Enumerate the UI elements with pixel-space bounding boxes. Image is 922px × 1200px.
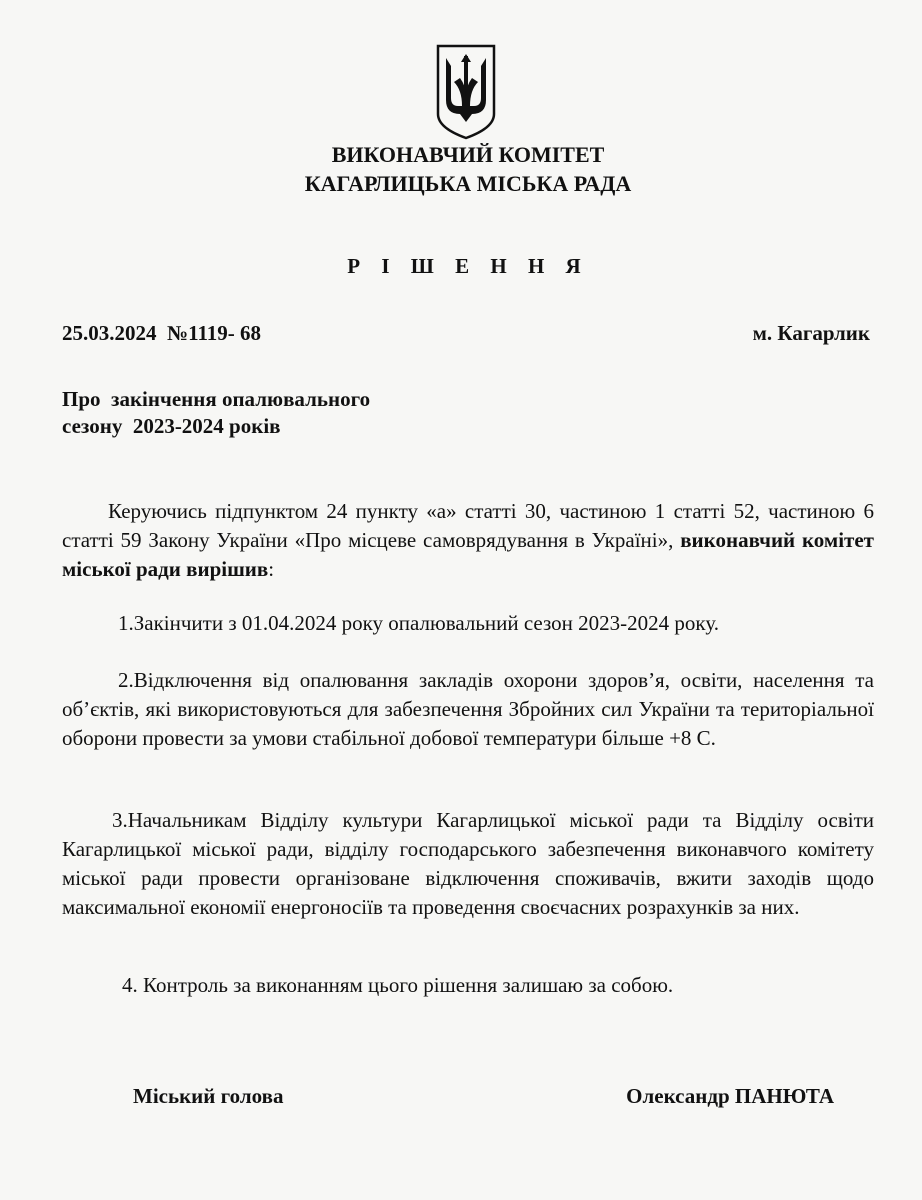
subject bbox=[62, 386, 370, 440]
intro-paragraph bbox=[62, 497, 874, 584]
item-3: 3.Начальникам Відділу культури Кагарлицької міської ради та Відділу освіти Кагарлицької міської ради, відділу господарського забезпечення виконавчого комітету міської ради провести організоване відключення споживачів, вжити заходів щодо максимальної економії енергоносіїв та проведення своєчасних розрахунків за них. bbox=[62, 808, 874, 919]
signature-position: Міський голова bbox=[133, 1084, 284, 1108]
item-1: 1.Закінчити з 01.04.2024 року опалювальний сезон 2023-2024 року. bbox=[118, 611, 719, 635]
issuer-header bbox=[0, 140, 922, 198]
item-2: 2.Відключення від опалювання закладів охорони здоров’я, освіти, населення та об’єктів, які використовуються для забезпечення Збройних сил України та територіальної оборони провести за умови стабільної добової температури більше +8 С. bbox=[62, 668, 874, 750]
intro-bold: виконавчий комітет міської ради вирішив bbox=[62, 528, 874, 581]
subject-line-2: сезону 2023-2024 років bbox=[62, 414, 281, 438]
intro-end: : bbox=[268, 557, 275, 581]
place: м. Кагарлик bbox=[752, 321, 870, 345]
intro-text: Керуючись підпунктом 24 пункту «а» статті 30, частиною 1 статті 52, частиною 6 статті 59 Закону України «Про місцеве самоврядування в Україні», bbox=[62, 499, 874, 552]
subject-line-1: Про закінчення опалювального bbox=[62, 387, 371, 411]
date-number: 25.03.2024 №1119- 68 bbox=[62, 321, 262, 345]
trident-emblem-icon bbox=[434, 44, 498, 140]
issuer-line-1: ВИКОНАВЧИЙ КОМІТЕТ bbox=[331, 142, 605, 167]
item-4: 4. Контроль за виконанням цього рішення залишаю за собою. bbox=[122, 973, 674, 997]
issuer-line-2: КАГАРЛИЦЬКА МІСЬКА РАДА bbox=[304, 171, 632, 196]
document-title: Р І Ш Е Н Н Я bbox=[347, 254, 589, 278]
signature-name: Олександр ПАНЮТА bbox=[626, 1084, 834, 1108]
